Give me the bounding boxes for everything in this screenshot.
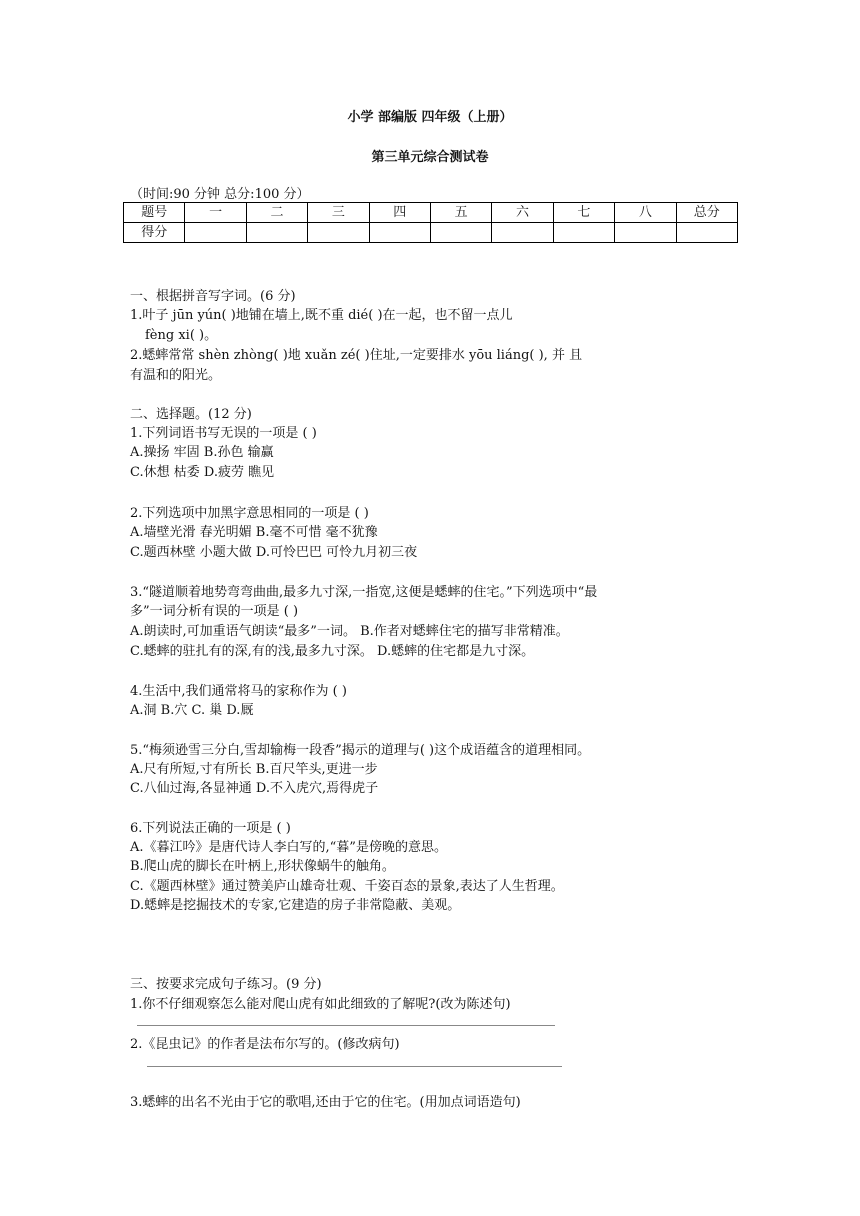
- score-input-cell[interactable]: [676, 223, 737, 243]
- score-input-cell[interactable]: [492, 223, 553, 243]
- q6-option-a: A.《暮江吟》是唐代诗人李白写的,“暮”是傍晚的意思。: [130, 840, 447, 855]
- q3-options-cd: C.蟋蟀的驻扎有的深,有的浅,最多九寸深。 D.蟋蟀的住宅都是九寸深。: [130, 644, 535, 659]
- table-cell: 得分: [124, 223, 185, 243]
- table-cell: 五: [430, 203, 491, 223]
- table-cell: 六: [492, 203, 553, 223]
- q5-options-cd: C.八仙过海,各显神通 D.不入虎穴,焉得虎子: [130, 781, 379, 796]
- section3-heading: 三、按要求完成句子练习。(9 分): [130, 977, 322, 992]
- q6-stem: 6.下列说法正确的一项是 ( ): [130, 821, 291, 836]
- s3-q2: 2.《昆虫记》的作者是法布尔写的。(修改病句): [130, 1037, 400, 1052]
- q3-options-ab: A.朗读时,可加重语气朗读“最多”一词。 B.作者对蟋蟀住宅的描写非常精准。: [130, 624, 569, 639]
- q6-option-b: B.爬山虎的脚长在叶柄上,形状像蜗牛的触角。: [130, 859, 395, 874]
- q2-stem: 2.下列选项中加黑字意思相同的一项是 ( ): [130, 506, 369, 521]
- score-input-cell[interactable]: [246, 223, 307, 243]
- q6-option-c: C.《题西林壁》通过赞美庐山雄奇壮观、千姿百态的景象,表达了人生哲理。: [130, 879, 564, 894]
- table-cell: 三: [308, 203, 369, 223]
- exam-subtitle: 第三单元综合测试卷: [371, 150, 489, 165]
- score-table-header-row: [124, 203, 738, 223]
- q3-stem-line2: 多”一词分析有误的一项是 ( ): [130, 604, 299, 619]
- table-cell: 二: [246, 203, 307, 223]
- table-cell: 八: [615, 203, 676, 223]
- q4-stem: 4.生活中,我们通常将马的家称作为 ( ): [130, 684, 347, 699]
- q2-options-cd: C.题西林壁 小题大做 D.可怜巴巴 可怜九月初三夜: [130, 545, 418, 560]
- q1-options-cd: C.休想 枯委 D.疲劳 瞧见: [130, 465, 275, 480]
- q6-option-d: D.蟋蟀是挖掘技术的专家,它建造的房子非常隐蔽、美观。: [130, 898, 461, 913]
- section1-q1-line2: fèng xi( )。: [145, 328, 218, 343]
- q5-stem: 5.“梅须逊雪三分白,雪却输梅一段香”揭示的道理与( )这个成语蕴含的道理相同。: [130, 743, 591, 758]
- q1-stem: 1.下列词语书写无误的一项是 ( ): [130, 426, 317, 441]
- q3-stem-line1: 3.“隧道顺着地势弯弯曲曲,最多九寸深,一指宽,这便是蟋蟀的住宅。”下列选项中“最: [130, 585, 598, 600]
- score-table: [123, 202, 738, 243]
- section1-q1-line1: 1.叶子 jūn yún( )地铺在墙上,既不重 dié( )在一起，也不留一点儿: [130, 308, 513, 323]
- table-cell: 总分: [676, 203, 737, 223]
- score-table-score-row: [124, 223, 738, 243]
- section1-q2-line1: 2.蟋蟀常常 shèn zhòng( )地 xuǎn zé( )住址,一定要排水 yōu liáng( ), 并 且: [130, 348, 583, 363]
- score-input-cell[interactable]: [308, 223, 369, 243]
- q4-options: A.洞 B.穴 C. 巢 D.厩: [130, 703, 254, 718]
- table-cell: 四: [369, 203, 430, 223]
- answer-line-2[interactable]: [147, 1066, 562, 1067]
- table-cell: 题号: [124, 203, 185, 223]
- score-input-cell[interactable]: [185, 223, 246, 243]
- section1-q2-line2: 有温和的阳光。: [130, 368, 222, 383]
- table-cell: 一: [185, 203, 246, 223]
- time-info: （时间:90 分钟 总分:100 分）: [130, 187, 310, 202]
- score-input-cell[interactable]: [369, 223, 430, 243]
- score-input-cell[interactable]: [553, 223, 614, 243]
- q2-options-ab: A.墙壁光滑 春光明媚 B.毫不可惜 毫不犹豫: [130, 525, 378, 540]
- answer-line-1[interactable]: [137, 1025, 555, 1026]
- section2-heading: 二、选择题。(12 分): [130, 407, 252, 422]
- exam-title: 小学 部编版 四年级（上册）: [347, 110, 513, 125]
- section1-heading: 一、根据拼音写字词。(6 分): [130, 289, 296, 304]
- score-input-cell[interactable]: [430, 223, 491, 243]
- table-cell: 七: [553, 203, 614, 223]
- s3-q3: 3.蟋蟀的出名不光由于它的歌唱,还由于它的住宅。(用加点词语造句): [130, 1095, 521, 1110]
- score-input-cell[interactable]: [615, 223, 676, 243]
- s3-q1: 1.你不仔细观察怎么能对爬山虎有如此细致的了解呢?(改为陈述句): [130, 997, 511, 1012]
- q1-options-ab: A.操扬 牢固 B.孙色 输赢: [130, 445, 274, 460]
- q5-options-ab: A.尺有所短,寸有所长 B.百尺竿头,更进一步: [130, 762, 378, 777]
